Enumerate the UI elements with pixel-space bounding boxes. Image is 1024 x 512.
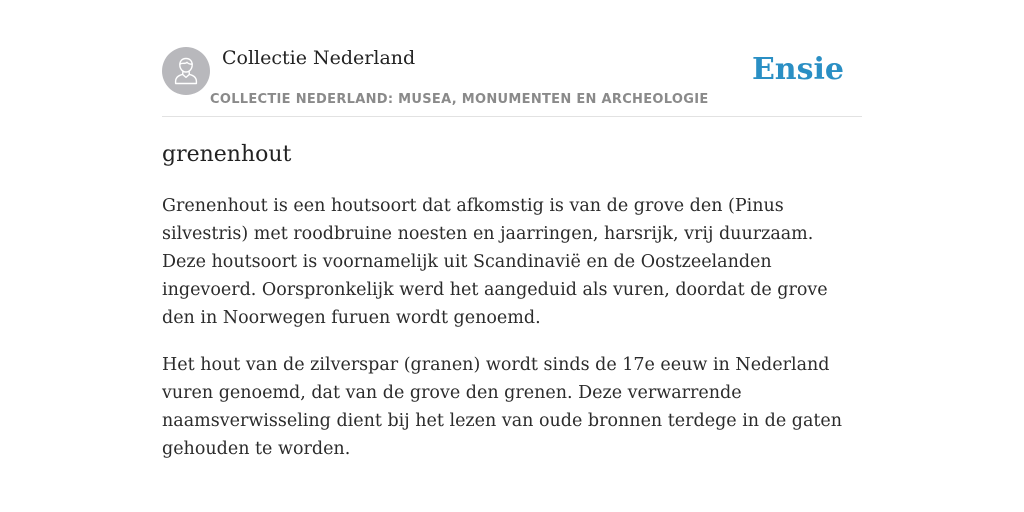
header bbox=[162, 0, 862, 117]
source-subtitle[interactable]: COLLECTIE NEDERLAND: MUSEA, MONUMENTEN EN ARCHEOLOGIE bbox=[210, 92, 709, 107]
brand-logo[interactable]: Ensie bbox=[751, 52, 844, 87]
article-paragraph: Het hout van de zilverspar (granen) wordt sinds de 17e eeuw in Nederland vuren genoemd, dat van de grove den grenen. Deze verwarrende naamsverwisseling dient bij het lezen van oude bronnen terdege in de gaten gehouden te worden. bbox=[162, 355, 843, 459]
page-title: grenenhout bbox=[162, 142, 292, 167]
article-body bbox=[162, 192, 862, 482]
article-paragraph: Grenenhout is een houtsoort dat afkomstig is van de grove den (Pinus silvestris) met roodbruine noesten en jaarringen, harsrijk, vrij duurzaam. Deze houtsoort is voornamelijk uit Scandinavië en de Oostzeelanden ingevoerd. Oorspronkelijk werd het aangeduid als vuren, doordat de grove den in Noorwegen furuen wordt genoemd. bbox=[162, 196, 828, 328]
page-container bbox=[162, 0, 862, 459]
avatar[interactable] bbox=[162, 47, 210, 95]
author-name[interactable]: Collectie Nederland bbox=[222, 47, 416, 69]
user-silhouette-icon bbox=[173, 56, 199, 86]
